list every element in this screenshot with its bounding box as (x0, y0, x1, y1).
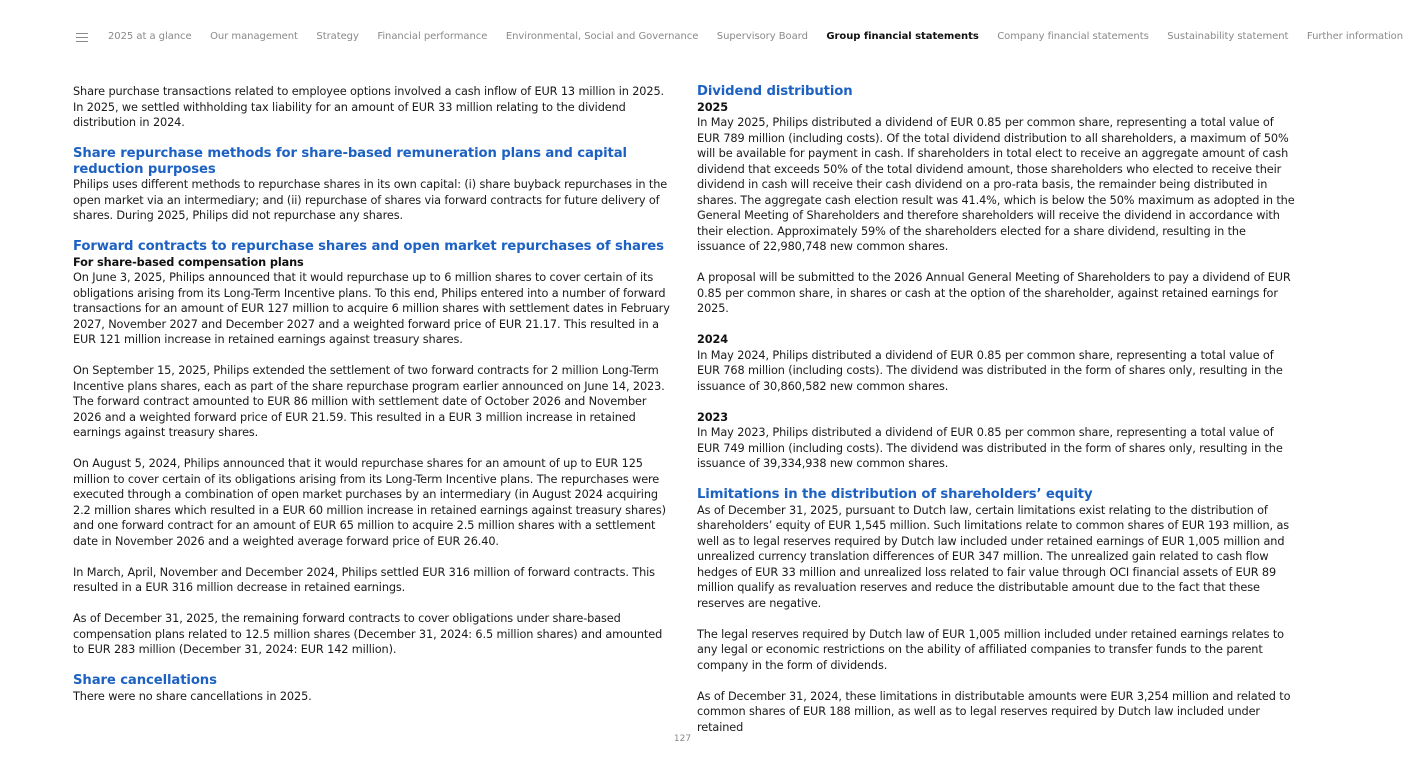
forward-paragraph-5: As of December 31, 2025, the remaining forward contracts to cover obligations under share-based compensation plans related to 12.5 million shares (December 31, 2024: 6.5 million shares) and amounted to EUR 283 million (December 31, 2024: EUR 142 million). (73, 612, 663, 656)
nav-item-strategy[interactable]: Strategy (316, 31, 359, 42)
nav-item-our-management[interactable]: Our management (210, 31, 298, 42)
forward-paragraph-1: On June 3, 2025, Philips announced that it would repurchase up to 6 million shares to cover certain of its obligations arising from its Long-Term Incentive plans. To this end, Philips entered into a number of forward transactions for an amount of EUR 127 million to acquire 6 million shares with settlement dates in February 2027, November 2027 and December 2027 and a weighted forward price of EUR 21.17. This resulted in a EUR 121 million increase in retained earnings against treasury shares. (73, 271, 670, 346)
heading-share-cancellations: Share cancellations (73, 673, 217, 688)
limitations-paragraph-3: As of December 31, 2024, these limitations in distributable amounts were EUR 3,254 million and related to common shares of EUR 188 million, as well as to legal reserves required by Dutch law included under retained (697, 689, 1291, 734)
nav-item-sustainability-statement[interactable]: Sustainability statement (1167, 31, 1289, 42)
nav-item-2025-at-a-glance[interactable]: 2025 at a glance (108, 31, 192, 42)
dividend-2024-paragraph: In May 2024, Philips distributed a dividend of EUR 0.85 per common share, representing a total value of EUR 768 million (including costs). The dividend was distributed in the form of shares only, resulting in the issuance of 30,860,582 new common shares. (697, 348, 1283, 393)
limitations-paragraph-2: The legal reserves required by Dutch law of EUR 1,005 million included under retained earnings relates to any legal or economic restrictions on the ability of affiliated companies to transfer funds to the parent company in the form of dividends. (697, 627, 1284, 672)
nav-item-company-financial-statements[interactable]: Company financial statements (997, 31, 1149, 42)
methods-paragraph: Philips uses different methods to repurchase shares in its own capital: (i) share buyback repurchases in the open market via an intermediary; and (ii) repurchase of shares via forward contracts for future delivery of shares. During 2025, Philips did not repurchase any shares. (73, 178, 668, 222)
subheading-2024: 2024 (697, 333, 728, 346)
limitations-paragraph-1: As of December 31, 2025, pursuant to Dutch law, certain limitations exist relating to the distribution of shareholders’ equity of EUR 1,545 million. Such limitations relate to common shares of EUR 193 million, as well as to legal reserves required by Dutch law included under retained earnings of EUR 1,005 million and unrealized currency translation differences of EUR 347 million. The unrealized gain related to cash flow hedges of EUR 33 million and unrealized loss related to fair value through OCI financial assets of EUR 89 million qualify as revaluation reserves and reduce the distributable amount due to the fact that these reserves are negative. (697, 503, 1290, 610)
dividend-2025-paragraph-2: A proposal will be submitted to the 2026 Annual General Meeting of Shareholders to pay a dividend of EUR 0.85 per common share, in shares or cash at the option of the shareholder, against retained earnings for 2025. (697, 271, 1291, 315)
forward-paragraph-4: In March, April, November and December 2024, Philips settled EUR 316 million of forward contracts. This resulted in a EUR 316 million decrease in retained earnings. (73, 565, 655, 594)
forward-paragraph-3: On August 5, 2024, Philips announced that it would repurchase shares for an amount of up to EUR 125 million to cover certain of its obligations arising from its Long-Term Incentive plans. The repurchases were executed through a combination of open market purchases by an intermediary (in August 2024 acquiring 2.2 million shares which resulted in a EUR 60 million increase in retained earnings against treasury shares) and one forward contract for an amount of EUR 65 million to acquire 2.5 million shares with a settlement date in November 2026 and a weighted average forward price of EUR 26.40. (73, 457, 666, 548)
heading-forward-contracts: Forward contracts to repurchase shares and open market repurchases of shares (73, 239, 664, 254)
left-column (73, 84, 673, 704)
heading-limitations: Limitations in the distribution of shareholders’ equity (697, 487, 1093, 502)
subheading-2023: 2023 (697, 410, 728, 424)
forward-paragraph-2: On September 15, 2025, Philips extended the settlement of two forward contracts for 2 million Long-Term Incentive plans shares, each as part of the share repurchase program earlier announced on June 14, 2023. The forward contract amounted to EUR 86 million with settlement date of October 2026 and November 2026 and a weighted forward price of EUR 21.59. This resulted in a EUR 3 million increase in retained earnings against treasury shares. (73, 364, 665, 439)
heading-dividend-distribution: Dividend distribution (697, 84, 853, 99)
dividend-2025-paragraph-1: In May 2025, Philips distributed a dividend of EUR 0.85 per common share, representing a total value of EUR 789 million (including costs). Of the total dividend distribution to all shareholders, a maximum of 50% will be available for payment in cash. If shareholders in total elect to receive an aggregate amount of cash dividend that exceeds 50% of the total dividend amount, those shareholders who elected to receive their dividend in cash will receive their cash dividend on a pro-rata basis, the remainder being distributed in shares. The aggregate cash election result was 41.4%, which is below the 50% maximum as adopted in the General Meeting of Shareholders and therefore shareholders will receive the dividend in accordance with their election. Approximately 59% of the shareholders elected for a share dividend, resulting in the issuance of 22,980,748 new common shares. (697, 116, 1295, 253)
cancellations-paragraph: There were no share cancellations in 2025. (73, 689, 312, 703)
nav-item-further-information[interactable]: Further information (1306, 31, 1404, 42)
nav-item-supervisory-board[interactable]: Supervisory Board (716, 31, 808, 42)
heading-repurchase-methods: Share repurchase methods for share-based remuneration plans and capital reduction purposes (73, 146, 627, 177)
right-column (697, 84, 1297, 735)
page-number: 127 (673, 734, 692, 744)
nav-item-group-financial-statements[interactable]: Group financial statements (826, 31, 979, 42)
subheading-share-based-compensation: For share-based compensation plans (73, 255, 304, 269)
nav-item-esg[interactable]: Environmental, Social and Governance (505, 31, 699, 42)
section-nav (108, 30, 1422, 44)
subheading-2025: 2025 (697, 100, 728, 114)
hamburger-menu-icon[interactable] (76, 33, 88, 42)
top-navigation (0, 0, 1404, 74)
intro-paragraph: Share purchase transactions related to employee options involved a cash inflow of EUR 13 million in 2025. In 2025, we settled withholding tax liability for an amount of EUR 33 million relating to the dividend distribution in 2024. (73, 85, 664, 129)
dividend-2023-paragraph: In May 2023, Philips distributed a dividend of EUR 0.85 per common share, representing a total value of EUR 749 million (including costs). The dividend was distributed in the form of shares only, resulting in the issuance of 39,334,938 new common shares. (697, 426, 1283, 470)
nav-item-financial-performance[interactable]: Financial performance (377, 31, 488, 42)
